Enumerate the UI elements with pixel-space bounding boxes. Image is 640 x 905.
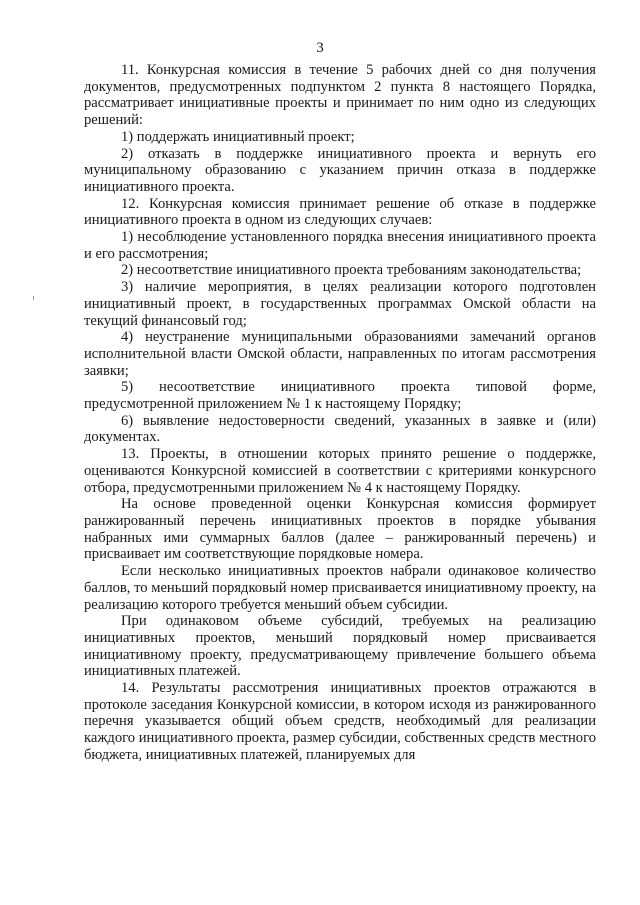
paragraph-11-item-1: 1) поддержать инициативный проект; [121,128,355,145]
paragraph-11: 11. Конкурсная комиссия в течение 5 рабочих дней со дня получения документов, предусмотренных подпунктом 2 пункта 8 настоящего Порядка, рассматривает инициативные проекты и принимает по ним одно из следующих решений: [84,62,596,129]
paragraph-13-equal-subsidy-rule: При одинаковом объеме субсидий, требуемых на реализацию инициативных проектов, меньший порядковый номер присваивается инициативному проекту, предусматривающему привлечение большего объема инициативных платежей. [84,613,596,680]
paragraph-11-item-2: 2) отказать в поддержке инициативного проекта и вернуть его муниципальному образованию с указанием причин отказа в поддержке инициативного проекта. [84,145,596,195]
paragraph-13-tie-rule: Если несколько инициативных проектов набрали одинаковое количество баллов, то меньший порядковый номер присваивается инициативному проекту, на реализацию которого требуется меньший объем субсидии. [84,563,596,613]
paragraph-13: 13. Проекты, в отношении которых принято решение о поддержке, оцениваются Конкурсной комиссией в соответствии с критериями конкурсного отбора, предусмотренными приложением № 4 к настоящему Порядку. [84,446,596,496]
paragraph-12-item-3: 3) наличие мероприятия, в целях реализации которого подготовлен инициативный проект, в государственных программах Омской области на текущий финансовый год; [84,279,596,329]
paragraph-12-item-6: 6) выявление недостоверности сведений, указанных в заявке и (или) документах. [84,412,596,446]
margin-mark [33,296,34,300]
page-number: 3 [316,40,324,56]
paragraph-14: 14. Результаты рассмотрения инициативных проектов отражаются в протоколе заседания Конкурсной комиссии, в котором исходя из ранжированного перечня указывается общий объем средств, необходимый для реализации каждого инициативного проекта, размер субсидии, собственных средств местного бюджета, инициативных платежей, планируемых для [84,680,596,763]
paragraph-12: 12. Конкурсная комиссия принимает решение об отказе в поддержке инициативного проекта в одном из следующих случаев: [84,195,596,229]
paragraph-12-item-1: 1) несоблюдение установленного порядка внесения инициативного проекта и его рассмотрения; [84,229,596,262]
paragraph-12-item-2: 2) несоответствие инициативного проекта требованиям законодательства; [121,262,582,279]
paragraph-12-item-4: 4) неустранение муниципальными образованиями замечаний органов исполнительной власти Омской области, направленных по итогам рассмотрения заявки; [84,329,596,379]
paragraph-12-item-5: 5) несоответствие инициативного проекта типовой форме, предусмотренной приложением № 1 к настоящему Порядку; [84,379,596,413]
paragraph-13-ranking: На основе проведенной оценки Конкурсная комиссия формирует ранжированный перечень инициативных проектов в порядке убывания набранных ими суммарных баллов (далее – ранжированный перечень) и присваивает им соответствующие порядковые номера. [84,496,596,563]
document-body [84,62,596,764]
